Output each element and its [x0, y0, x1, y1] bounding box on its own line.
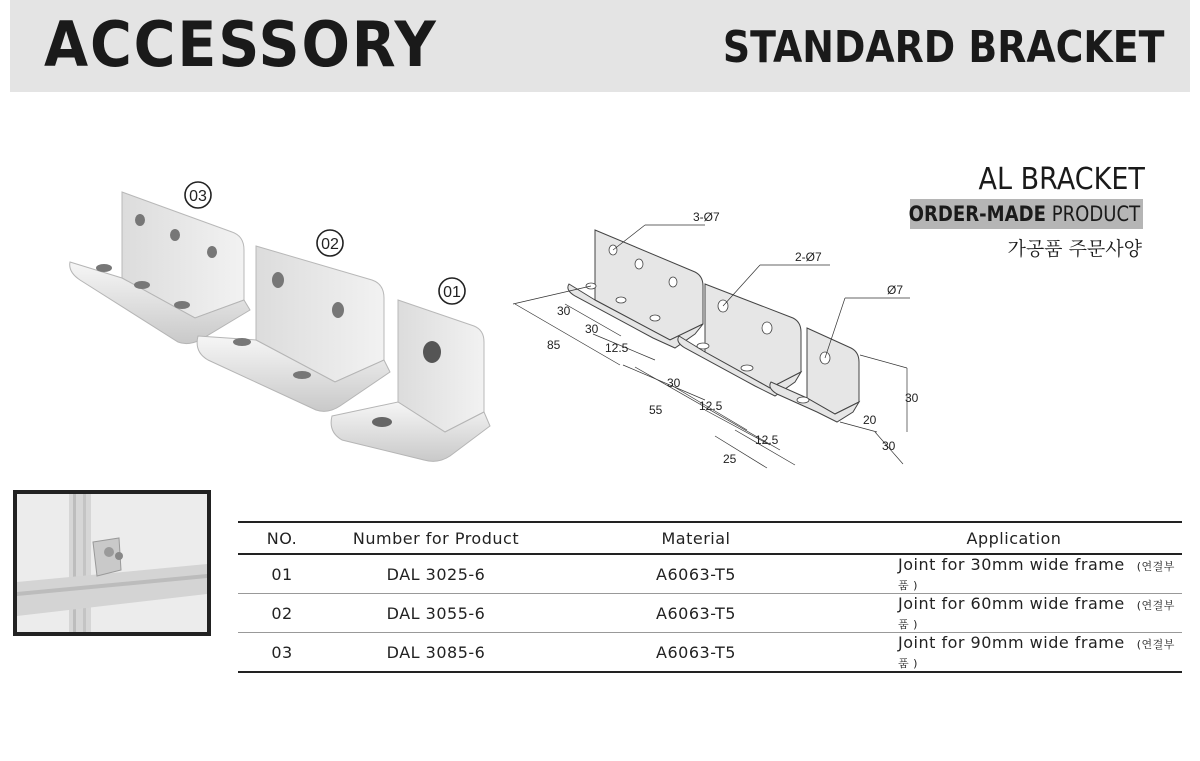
svg-text:55: 55 [649, 403, 663, 417]
cell-application [846, 633, 1182, 673]
label-02 [317, 230, 343, 256]
header-right-title: STANDARD BRACKET [722, 22, 1164, 73]
application-text: Joint for 90mm wide frame [898, 633, 1125, 652]
cell-product: DAL 3085-6 [386, 642, 486, 662]
svg-text:30: 30 [667, 376, 681, 390]
installation-photo [13, 490, 211, 636]
cell-no: 01 [271, 564, 293, 584]
svg-text:30: 30 [882, 439, 896, 453]
order-made-label [909, 202, 1140, 226]
svg-text:30: 30 [585, 322, 599, 336]
table-row [238, 554, 1182, 594]
cell-material: A6063-T5 [656, 603, 736, 623]
header-application: Application [966, 528, 1062, 548]
cell-application [846, 594, 1182, 633]
bracket-03 [70, 192, 250, 344]
svg-text:12.5: 12.5 [755, 433, 779, 447]
svg-text:02: 02 [321, 236, 339, 253]
svg-text:25: 25 [723, 452, 737, 466]
svg-text:12.5: 12.5 [699, 399, 723, 413]
label-01 [439, 278, 465, 304]
header-product: Number for Product [352, 528, 520, 548]
svg-text:30: 30 [905, 391, 919, 405]
cell-no: 02 [271, 603, 293, 623]
page-header [10, 0, 1190, 92]
bracket-photo [60, 170, 500, 480]
cell-product: DAL 3055-6 [386, 603, 486, 623]
svg-text:01: 01 [443, 284, 461, 301]
order-made-rest: PRODUCT [1045, 202, 1140, 226]
cell-product: DAL 3025-6 [386, 564, 486, 584]
header-material: Material [661, 528, 731, 548]
application-note: (연결부품 ) [898, 638, 1175, 670]
table-row [238, 633, 1182, 673]
svg-text:03: 03 [189, 188, 207, 205]
cell-no: 03 [271, 642, 293, 662]
svg-text:12.5: 12.5 [605, 341, 629, 355]
application-text: Joint for 30mm wide frame [898, 555, 1125, 574]
header-left-title: ACCESSORY [44, 8, 438, 81]
application-note: (연결부품 ) [898, 560, 1175, 592]
svg-text:3-Ø7: 3-Ø7 [693, 210, 720, 224]
svg-text:Ø7: Ø7 [887, 283, 904, 297]
application-note: (연결부품 ) [898, 599, 1175, 631]
header-no: NO. [266, 528, 298, 548]
cell-material: A6063-T5 [656, 642, 736, 662]
table-row [238, 594, 1182, 633]
svg-text:20: 20 [863, 413, 877, 427]
application-text: Joint for 60mm wide frame [898, 594, 1125, 613]
svg-text:2-Ø7: 2-Ø7 [795, 250, 822, 264]
installation-photo-image [17, 494, 207, 632]
svg-text:30: 30 [557, 304, 571, 318]
cell-application [846, 554, 1182, 594]
cell-material: A6063-T5 [656, 564, 736, 584]
table-header-row [238, 522, 1182, 554]
svg-text:85: 85 [547, 338, 561, 352]
al-bracket-title: AL BRACKET [978, 162, 1145, 197]
label-03 [185, 182, 211, 208]
order-made-bold: ORDER-MADE [908, 202, 1046, 226]
specification-table [238, 521, 1182, 673]
korean-label: 가공품 주문사양 [1007, 238, 1142, 260]
technical-drawing [505, 200, 930, 475]
